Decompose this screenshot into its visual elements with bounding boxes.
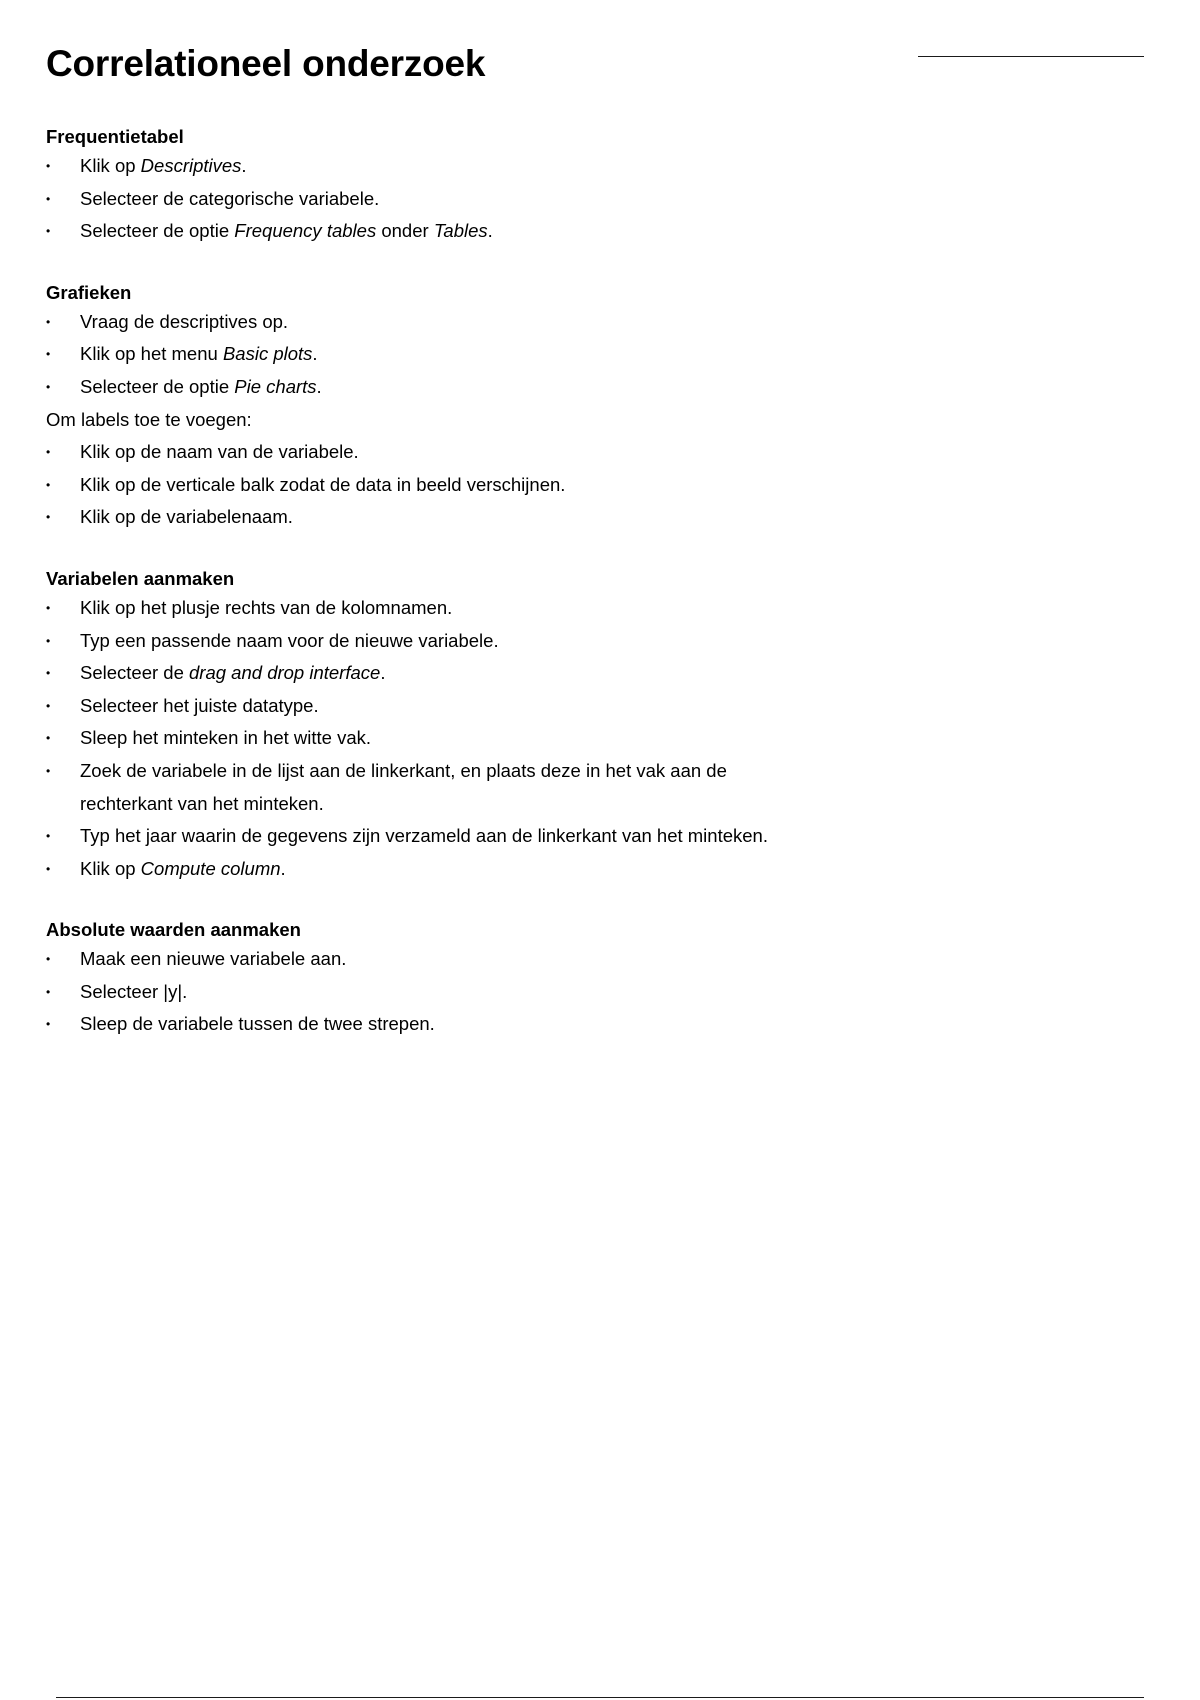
footer-rule [56,1697,1144,1698]
bullet-icon: • [46,829,51,844]
bullet-icon: • [46,477,51,492]
list-item [46,820,1106,853]
step-text: . [312,343,318,365]
list-item [46,371,1106,404]
bullet-icon: • [46,379,51,394]
step-text: Klik op de verticale balk zodat de data in beeld verschijnen. [80,473,566,495]
step-text: Klik op [80,857,141,879]
section-grafieken [46,280,1106,534]
bullet-icon: • [46,984,51,999]
bullet-icon: • [46,1017,51,1032]
section-variabelen-aanmaken [46,566,1106,885]
step-text: Selecteer de categorische variabele. [80,187,380,209]
header-rule [918,56,1144,57]
bullet-icon: • [46,666,51,681]
step-text: onder [376,220,434,242]
step-emphasis: Pie charts [234,375,317,397]
list-item [46,469,1106,502]
list-item [46,657,1106,690]
bullet-icon: • [46,191,51,206]
step-text: Selecteer het juiste datatype. [80,694,319,716]
list-item [46,215,1106,248]
step-emphasis: Tables [433,220,488,242]
list-item [46,943,1106,976]
step-text: Selecteer de optie [80,220,235,242]
bullet-icon: • [46,159,51,173]
step-text: Zoek de variabele in de lijst aan de linkerkant, en plaats deze in het vak aan de [80,759,727,781]
list-item [46,1008,1106,1041]
bullet-icon: • [46,763,51,778]
bullet-icon: • [46,347,51,362]
step-text: Maak een nieuwe variabele aan. [80,948,347,970]
bullet-icon: • [46,861,51,876]
page-title: Correlationeel onderzoek [46,43,486,84]
section-heading: Frequentietabel [46,126,184,147]
list-item [46,501,1106,534]
bullet-icon: • [46,224,51,239]
list-item [46,306,1106,339]
bullet-icon: • [46,445,51,460]
list-item [46,976,1106,1009]
bullet-icon: • [46,600,51,615]
bullet-icon: • [46,731,51,746]
section-absolute-waarden [46,917,1106,1041]
step-emphasis: Frequency tables [234,220,377,242]
step-text: . [487,220,493,242]
step-text: Selecteer |y|. [80,980,188,1002]
section-heading: Variabelen aanmaken [46,567,235,589]
step-text: Selecteer de optie [80,375,235,397]
list-item [46,150,1106,183]
step-text: . [316,375,322,397]
step-text: Klik op het plusje rechts van de kolomnamen. [80,596,453,618]
step-text: . [280,857,286,879]
section-heading: Absolute waarden aanmaken [46,919,301,941]
bullet-icon: • [46,510,51,525]
step-text: Klik op de naam van de variabele. [80,441,359,463]
step-text: Sleep de variabele tussen de twee strepen. [80,1013,435,1035]
list-item [46,436,1106,469]
step-emphasis: Descriptives [140,155,242,176]
list-item [46,853,1106,886]
section-heading: Grafieken [46,281,132,303]
step-text: Klik op de variabelenaam. [80,506,293,528]
step-text: rechterkant van het minteken. [80,792,324,814]
step-text: Klik op het menu [80,343,223,365]
list-item [46,690,1106,723]
step-text: Typ het jaar waarin de gegevens zijn verzameld aan de linkerkant van het minteken. [80,825,768,847]
bullet-icon: • [46,314,51,329]
step-text: . [380,662,386,684]
step-emphasis: Compute column [140,857,281,879]
list-item [46,183,1106,216]
document-body [46,124,1106,1073]
list-item [46,755,1106,820]
bullet-icon: • [46,952,51,967]
step-text: Typ een passende naam voor de nieuwe variabele. [80,629,499,651]
step-text: Klik op [80,155,141,176]
list-item [46,338,1106,371]
step-text: Vraag de descriptives op. [80,310,289,332]
step-text: . [241,155,247,176]
step-text: Sleep het minteken in het witte vak. [80,727,372,749]
step-emphasis: drag and drop interface [189,662,381,684]
list-item [46,625,1106,658]
labels-intro: Om labels toe te voegen: [46,408,252,430]
section-frequentietabel [46,124,1106,248]
list-item [46,592,1106,625]
bullet-icon: • [46,633,51,648]
step-emphasis: Basic plots [222,343,313,365]
list-item [46,722,1106,755]
step-text: Selecteer de [80,662,190,684]
bullet-icon: • [46,698,51,713]
